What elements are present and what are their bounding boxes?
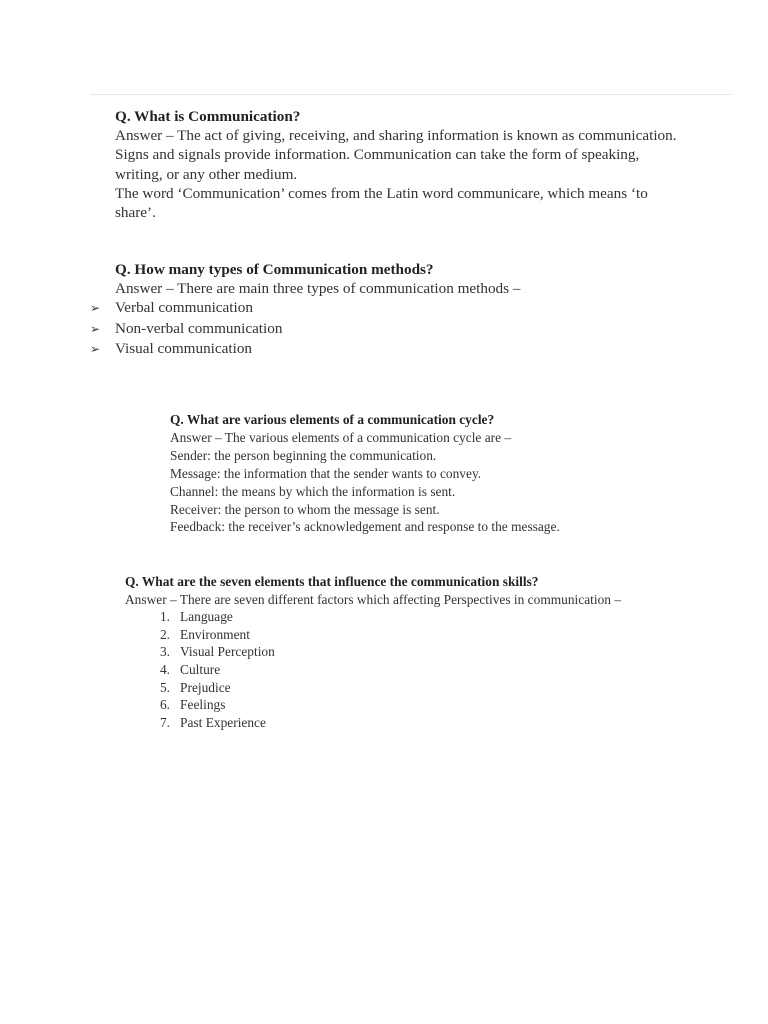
list-item xyxy=(90,319,495,339)
list-item xyxy=(125,608,621,626)
answer-line: Sender: the person beginning the communication. xyxy=(170,447,437,463)
qa-communication-cycle xyxy=(170,411,560,536)
list-item-text: Language xyxy=(180,609,233,625)
answer-line: The word ‘Communication’ comes from the Latin word communicare, which means ‘to xyxy=(115,184,648,202)
list-number: 7. xyxy=(159,714,170,730)
list-item-text: Feelings xyxy=(180,697,226,713)
list-item xyxy=(125,714,621,732)
list-item-text: Prejudice xyxy=(180,679,231,695)
answer-line: Answer – There are main three types of communication methods – xyxy=(115,280,521,298)
question-heading: Q. What are various elements of a communication cycle? xyxy=(170,412,495,427)
bullet-list xyxy=(90,298,495,359)
top-divider xyxy=(90,94,732,95)
list-item xyxy=(90,298,495,318)
list-item xyxy=(125,696,621,714)
question-heading: Q. How many types of Communication methods? xyxy=(115,261,434,278)
list-number: 4. xyxy=(159,661,170,677)
list-item-text: Visual communication xyxy=(115,339,253,357)
list-number: 2. xyxy=(159,626,170,642)
arrowhead-bullet-icon: ➢ xyxy=(90,301,101,316)
list-item-text: Verbal communication xyxy=(115,299,253,317)
qa-seven-elements xyxy=(125,573,621,731)
answer-line: writing, or any other medium. xyxy=(115,165,298,183)
list-item xyxy=(125,643,621,661)
answer-line: Signs and signals provide information. Communication can take the form of speaking, xyxy=(115,146,640,164)
answer-line: Feedback: the receiver’s acknowledgement and response to the message. xyxy=(170,519,560,535)
list-item-text: Culture xyxy=(180,661,221,677)
list-item-text: Environment xyxy=(180,626,250,642)
answer-line: Receiver: the person to whom the message is sent. xyxy=(170,501,440,517)
answer-line: Answer – There are seven different factors which affecting Perspectives in communication – xyxy=(125,591,622,607)
numbered-list xyxy=(125,608,621,731)
list-item xyxy=(125,661,621,679)
qa-communication-types xyxy=(90,260,521,359)
list-item-text: Past Experience xyxy=(180,714,266,730)
list-item xyxy=(125,626,621,644)
question-heading: Q. What are the seven elements that influence the communication skills? xyxy=(125,574,539,589)
answer-line: Channel: the means by which the information is sent. xyxy=(170,483,456,499)
list-item-text: Non-verbal communication xyxy=(115,319,283,337)
list-number: 1. xyxy=(159,609,170,625)
question-heading: Q. What is Communication? xyxy=(115,108,301,125)
arrowhead-bullet-icon: ➢ xyxy=(90,321,101,336)
answer-line: Message: the information that the sender wants to convey. xyxy=(170,465,482,481)
qa-what-is-communication xyxy=(115,107,677,222)
list-item xyxy=(90,339,495,359)
arrowhead-bullet-icon: ➢ xyxy=(90,341,101,356)
answer-line: Answer – The act of giving, receiving, and sharing information is known as communication. xyxy=(115,127,677,145)
list-number: 6. xyxy=(159,697,170,713)
list-item-text: Visual Perception xyxy=(180,644,275,660)
list-number: 3. xyxy=(159,644,170,660)
answer-line: Answer – The various elements of a communication cycle are – xyxy=(170,429,512,445)
list-number: 5. xyxy=(159,679,170,695)
answer-line: share’. xyxy=(115,204,156,222)
list-item xyxy=(125,679,621,697)
